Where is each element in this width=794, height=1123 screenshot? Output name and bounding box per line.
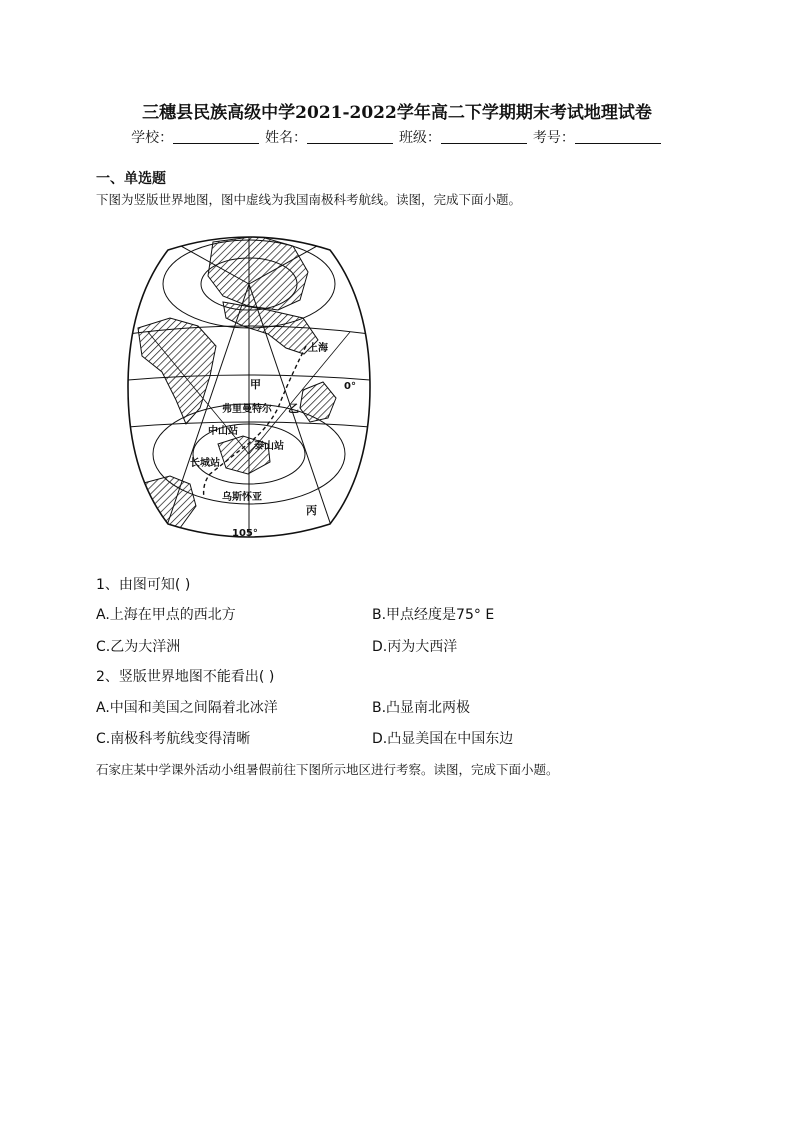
q2-option-b: B.凸显南北两极 <box>372 700 471 716</box>
class-blank <box>441 129 527 144</box>
school-blank <box>173 129 259 144</box>
label-yi: 乙 <box>288 402 299 415</box>
q2-option-d: D.凸显美国在中国东边 <box>372 731 514 747</box>
section2-intro: 石家庄某中学课外活动小组暑假前往下图所示地区进行考察。读图，完成下面小题。 <box>96 762 559 777</box>
label-changcheng: 长城站 <box>190 458 220 469</box>
q1-option-c: C.乙为大洋洲 <box>96 639 181 655</box>
question-2-stem: 2、竖版世界地图不能看出( ) <box>96 669 275 685</box>
landmass-south-america <box>140 476 196 534</box>
name-blank <box>307 129 393 144</box>
label-ushuaia: 乌斯怀亚 <box>222 492 262 503</box>
label-105-degree: 105° <box>232 528 258 539</box>
q1-option-a: A.上海在甲点的西北方 <box>96 607 236 623</box>
question-1-stem: 1、由图可知( ) <box>96 577 191 593</box>
section-intro: 下图为竖版世界地图，图中虚线为我国南极科考航线。读图，完成下面小题。 <box>96 192 522 207</box>
q2-option-c: C.南极科考航线变得清晰 <box>96 731 251 747</box>
label-zero-degree: 0° <box>344 381 356 392</box>
school-label: 学校： <box>131 129 174 145</box>
page-title: 三穗县民族高级中学2021-2022学年高二下学期期末考试地理试卷 <box>142 103 652 123</box>
label-taishan: 泰山站 <box>254 441 284 452</box>
class-label: 班级： <box>398 129 441 145</box>
q2-option-a: A.中国和美国之间隔着北冰洋 <box>96 700 278 716</box>
student-info-line <box>0 127 794 147</box>
q1-option-d: D.丙为大西洋 <box>372 639 458 655</box>
section-heading: 一、单选题 <box>96 171 166 187</box>
exam-number-blank <box>575 129 661 144</box>
label-bing: 丙 <box>306 504 317 517</box>
name-label: 姓名： <box>265 129 308 145</box>
label-jia: 甲 <box>250 378 261 391</box>
exam-number-label: 考号： <box>532 129 575 145</box>
q1-option-b: B.甲点经度是75° E <box>372 607 495 623</box>
vertical-world-map <box>118 222 380 552</box>
landmass-australia <box>300 382 336 422</box>
label-zhongshan: 中山站 <box>208 426 238 437</box>
label-shanghai: 上海 <box>308 343 328 354</box>
label-fremantle: 弗里曼特尔 <box>222 404 272 415</box>
